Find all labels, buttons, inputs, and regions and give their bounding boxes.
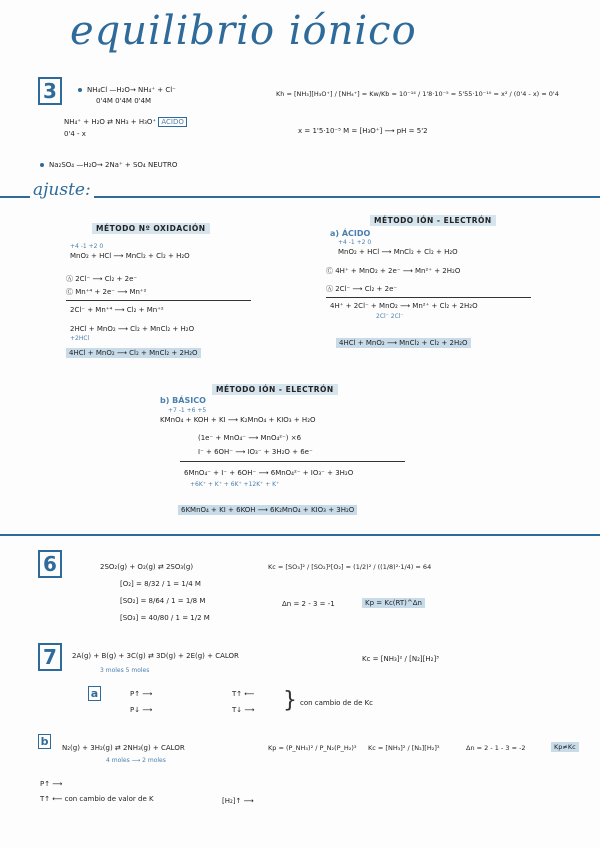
s7-temp-down: T↓ ⟶ [232,706,255,714]
m2-subheading: a) ÁCIDO [330,229,371,238]
m1-ox-states: +4 -1 +2 0 [70,243,104,250]
m3-ox-states: +7 -1 +6 +5 [168,407,207,414]
s7-b-h2: [H₂]↑ ⟶ [222,797,254,805]
m1-equation: MnO₂ + HCl ⟶ MnCl₂ + Cl₂ + H₂O [70,252,190,260]
section-number-6: 6 [38,550,62,578]
s7-b-notes: 4 moles ⟶ 2 moles [106,757,166,764]
m1-step: 2HCl + MnO₂ ⟶ Cl₂ + MnCl₂ + H₂O [70,325,195,333]
m1-sum-line [66,300,251,301]
m3-equation: KMnO₄ + KOH + KI ⟶ K₂MnO₄ + KIO₃ + H₂O [160,416,316,424]
acid-note: ÁCIDO [158,117,187,127]
m3-half-2: I⁻ + 6OH⁻ ⟶ IO₃⁻ + 3H₂O + 6e⁻ [198,448,313,456]
s7-kc: Kc = [NH₃]² / [N₂][H₂]³ [362,655,439,663]
m1-anode: Ⓐ 2Cl⁻ ⟶ Cl₂ + 2e⁻ [66,275,138,283]
s7-equation-notes: 3 moles 5 moles [100,667,150,674]
m1-sum: 2Cl⁻ + Mn⁺⁴ ⟶ Cl₂ + Mn⁺² [70,306,164,314]
s7-b-pressure: P↑ ⟶ [40,780,63,788]
m3-sum-notes: +6K⁺ + K⁺ + 6K⁺ +12K⁺ + K⁺ [190,481,280,488]
m1-heading: MÉTODO Nº OXIDACIÓN [92,223,210,234]
s7-b-temperature: T↑ ⟵ con cambio de valor de K [40,795,154,803]
m1-cathode: Ⓒ Mn⁺⁴ + 2e⁻ ⟶ Mn⁺² [66,288,147,296]
s3-reaction-1: NH₄Cl —H₂O→ NH₄⁺ + Cl⁻ [78,86,176,94]
s6-conc-so2: [SO₂] = 8/64 / 1 = 1/8 M [120,597,206,605]
s3-kh-expression: Kh = [NH₃][H₃O⁺] / [NH₄⁺] = Kw/Kb = 10⁻¹⁴ / 1'8·10⁻⁵ = 5'55·10⁻¹⁰ = x² / (0'4 - x) ≈ 0'4 [276,90,559,98]
s3-reaction-2: NH₄⁺ + H₂O ⇄ NH₃ + H₃O⁺ ÁCIDO [64,118,187,126]
s6-equation: 2SO₂(g) + O₂(g) ⇄ 2SO₃(g) [100,563,194,571]
s7-temp-up: T↑ ⟵ [232,690,255,698]
s7-b-equation: N₂(g) + 3H₂(g) ⇄ 2NH₃(g) + CALOR [62,744,185,752]
s7-part-b-label: b [38,734,51,749]
m2-sum: 4H⁺ + 2Cl⁻ + MnO₂ ⟶ Mn²⁺ + Cl₂ + 2H₂O [330,302,478,310]
section-number-7: 7 [38,643,62,671]
m2-ox-states: +4 -1 +2 0 [338,239,372,246]
s7-pressure-up: P↑ ⟶ [130,690,153,698]
m3-sum: 6MnO₄⁻ + I⁻ + 6OH⁻ ⟶ 6MnO₄²⁻ + IO₃⁻ + 3H₂O [184,469,354,477]
m2-heading: MÉTODO IÓN - ELECTRÓN [370,215,496,226]
m2-sum-notes: 2Cl⁻ 2Cl⁻ [376,313,404,320]
m3-heading: MÉTODO IÓN - ELECTRÓN [212,384,338,395]
m3-sum-line [180,461,405,462]
s7-equation: 2A(g) + B(g) + 3C(g) ⇄ 3D(g) + 2E(g) + CALOR [72,652,239,660]
s3-reaction-1-conc: 0'4M 0'4M 0'4M [96,97,152,105]
m1-step-note: +2HCl [70,335,90,342]
s6-kc: Kc = [SO₃]² / [SO₂]²[O₂] = (1/2)² / ((1/8)²·1/4) = 64 [268,563,432,571]
s3-reaction-2-conc: 0'4 - x [64,130,86,138]
m2-sum-line [326,297,531,298]
m2-cathode: Ⓒ 4H⁺ + MnO₂ + 2e⁻ ⟶ Mn²⁺ + 2H₂O [326,267,461,275]
m2-equation: MnO₂ + HCl ⟶ MnCl₂ + Cl₂ + H₂O [338,248,458,256]
m3-half-1: (1e⁻ + MnO₄⁻ ⟶ MnO₄²⁻) ×6 [198,434,302,442]
s3-reaction-3: Na₂SO₄ —H₂O→ 2Na⁺ + SO₄ NEUTRO [40,161,177,169]
m2-final: 4HCl + MnO₂ ⟶ MnCl₂ + Cl₂ + 2H₂O [336,338,471,348]
m2-anode: Ⓐ 2Cl⁻ ⟶ Cl₂ + 2e⁻ [326,285,398,293]
section-6-divider [0,534,600,536]
s7-brace: } [283,688,297,713]
s7-b-kc: Kc = [NH₃]² / [N₂][H₂]³ [368,744,440,752]
s7-brace-note: con cambio de de Kc [300,699,374,707]
s6-conc-o2: [O₂] = 8/32 / 1 = 1/4 M [120,580,201,588]
s7-b-delta-n: Δn = 2 - 1 - 3 = -2 [466,744,526,752]
m3-final: 6KMnO₄ + KI + 6KOH ⟶ 6K₂MnO₄ + KIO₃ + 3H₂O [178,505,357,515]
section-number-3: 3 [38,77,62,105]
m1-final: 4HCl + MnO₂ ⟶ Cl₂ + MnCl₂ + 2H₂O [66,348,201,358]
s3-x-result: x = 1'5·10⁻⁵ M = [H₃O⁺] ⟶ pH = 5'2 [298,127,428,135]
page-title: equilibrio iónico [70,8,417,54]
ajuste-label: ajuste: [30,180,94,200]
s7-part-a-label: a [88,686,101,701]
s7-pressure-down: P↓ ⟶ [130,706,153,714]
s6-kp: Kp = Kc(RT)^Δn [362,598,425,608]
s7-b-kp: Kp = (P_NH₃)² / P_N₂(P_H₂)³ [268,744,357,752]
m3-subheading: b) BÁSICO [160,396,206,405]
s6-delta-n: Δn = 2 - 3 = -1 [282,600,335,608]
s6-conc-so3: [SO₃] = 40/80 / 1 = 1/2 M [120,614,210,622]
s7-b-kp-kc: Kp≠Kc [551,742,579,752]
